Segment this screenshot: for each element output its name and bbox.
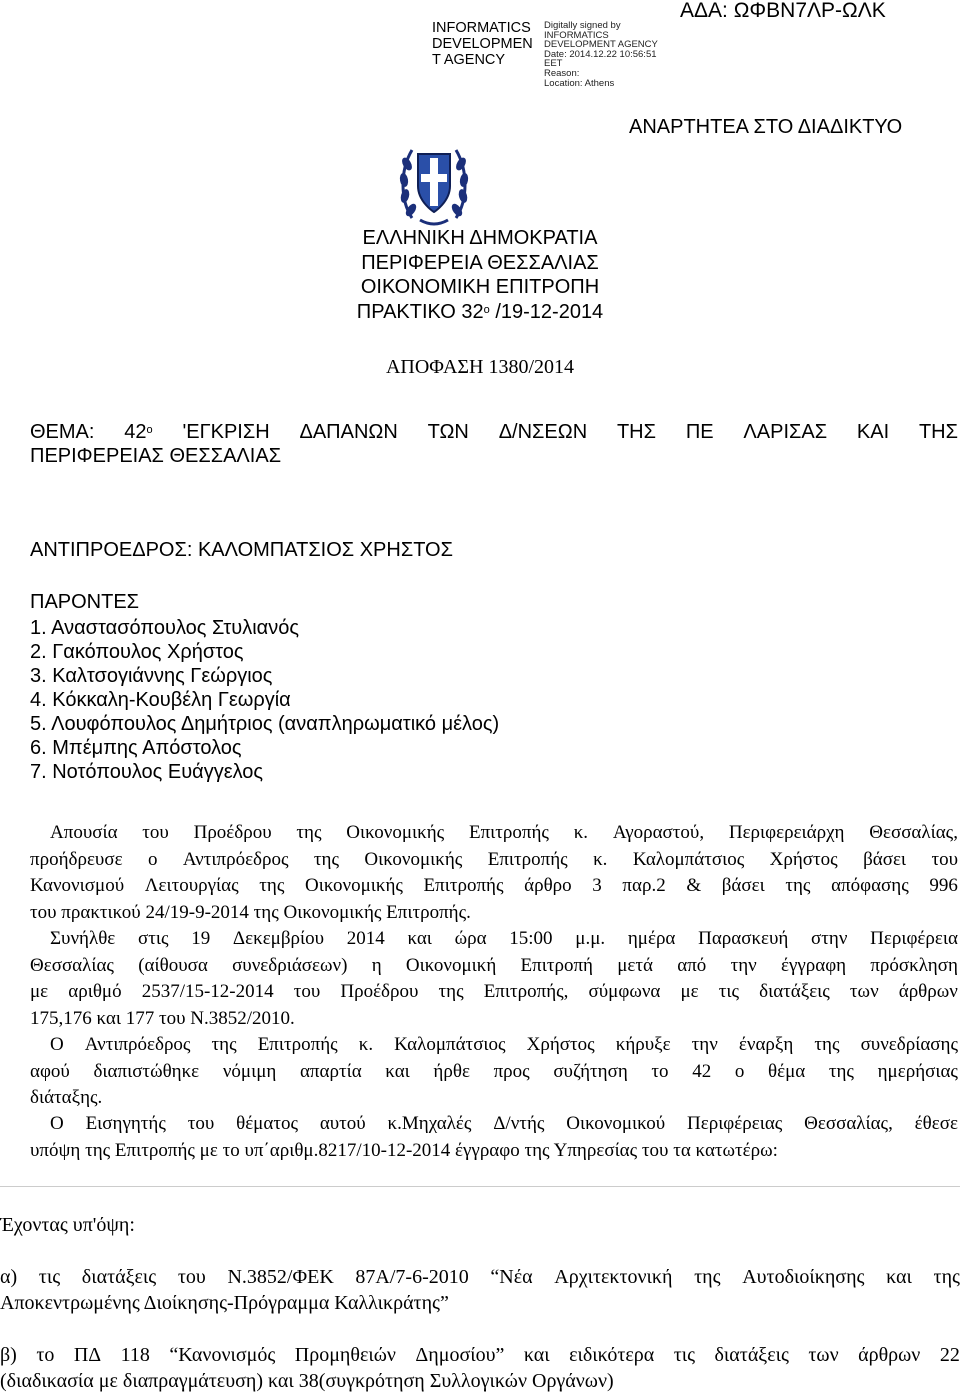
member-item: 2. Γακόπουλος Χρήστος (30, 641, 244, 663)
ada-code: ΑΔΑ: ΩΦΒΝ7ΛΡ-ΩΛΚ (680, 0, 886, 22)
member-item: 3. Καλτσογιάννης Γεώργιος (30, 665, 273, 687)
paragraph-line: Συνήλθε στις 19 Δεκεμβρίου 2014 και ώρα 15:00 μ.μ. ημέρα Παρασκευή στην Περιφέρεια (50, 928, 958, 949)
paragraph-rapporteur (30, 1111, 958, 1164)
header-region: ΠΕΡΙΦΕΡΕΙΑ ΘΕΣΣΑΛΙΑΣ (361, 251, 599, 274)
subject-word: ΤΗΣ (616, 421, 656, 443)
paragraph-line: Ο Αντιπρόεδρος της Επιτροπής κ. Καλομπάτσιος Χρήστος κήρυξε την έναρξη της συνεδρίασης (50, 1034, 958, 1055)
paragraph-meeting (30, 926, 958, 1032)
internet-posting-notice: ΑΝΑΡΤΗΤΕΑ ΣΤΟ ΔΙΑΔΙΚΤΥΟ (629, 116, 903, 138)
vice-president: ΑΝΤΙΠΡΟΕΔΡΟΣ: ΚΑΛΟΜΠΑΤΣΙΟΣ ΧΡΗΣΤΟΣ (30, 539, 453, 561)
paragraph-line: Κανονισμού Λειτουργίας της Οικονομικής Επιτροπής άρθρο 3 παρ.2 & βάσει της απόφασης 996 (30, 875, 958, 896)
paragraph-line: Απουσία του Προέδρου της Οικονομικής Επιτροπής κ. Αγοραστού, Περιφερειάρχη Θεσσαλίας, (50, 822, 958, 843)
considering-title-text: Έχοντας υπ'όψη: (0, 1214, 135, 1236)
minutes-prefix: ΠΡΑΚΤΙΚΟ 32 (356, 300, 484, 323)
section-divider (0, 1186, 960, 1187)
paragraph-absence (30, 820, 958, 926)
subject-word: ΚΑΙ (856, 421, 890, 443)
signature-detail-line: INFORMATICS (544, 29, 609, 41)
paragraph-line: Ο Εισηγητής του θέματος αυτού κ.Μηχαλές Δ/ντής Οικονομικού Περιφέρειας Θεσσαλίας, έθεσε (50, 1113, 958, 1134)
paragraph-line: διάταξης. (30, 1087, 103, 1108)
subject-block (30, 420, 958, 468)
consideration-b (0, 1342, 960, 1394)
paragraph-line: με αριθμό 2537/15-12-2014 του Προέδρου της Επιτροπής, σύμφωνα με τις διατάξεις των άρθρων (30, 981, 958, 1002)
greek-emblem-icon (398, 140, 470, 228)
subject-line-2: ΠΕΡΙΦΕΡΕΙΑΣ ΘΕΣΣΑΛΙΑΣ (30, 445, 282, 467)
signature-name-line: DEVELOPMEN (432, 36, 533, 52)
paragraph-line: του πρακτικού 24/19-9-2014 της Οικονομικής Επιτροπής. (30, 901, 471, 923)
subject-word: ΘΕΜΑ: (30, 421, 95, 443)
minutes-ordinal: ο (483, 303, 490, 316)
paragraph-opening (30, 1032, 958, 1112)
consideration-line: (διαδικασία με διαπραγμάτευση) και 38(συγκρότηση Συλλογικών Οργάνων) (0, 1370, 614, 1392)
considering-title (0, 1212, 960, 1238)
subject-word: ΔΑΠΑΝΩΝ (299, 421, 398, 443)
decision-number: ΑΠΟΦΑΣΗ 1380/2014 (385, 356, 575, 378)
signature-detail-line: DEVELOPMENT AGENCY (544, 39, 658, 51)
subject-word: Δ/ΝΣΕΩΝ (498, 421, 588, 443)
paragraph-line: υπόψη της Επιτροπής με το υπ΄αριθμ.8217/10-12-2014 έγγραφο της Υπηρεσίας του τα κατωτέρω: (30, 1139, 778, 1161)
header-committee: ΟΙΚΟΝΟΜΙΚΗ ΕΠΙΤΡΟΠΗ (360, 276, 600, 298)
paragraph-line: 175,176 και 177 του Ν.3852/2010. (30, 1007, 295, 1029)
signature-detail-line: EET (544, 58, 563, 70)
consideration-line: α) τις διατάξεις του Ν.3852/ΦΕΚ 87Α/7-6-2010 “Νέα Αρχιτεκτονική της Αυτοδιοίκησης και της (0, 1266, 960, 1288)
present-title: ΠΑΡΟΝΤΕΣ (30, 591, 140, 613)
header-republic: ΕΛΛΗΝΙΚΗ ΔΗΜΟΚΡΑΤΙΑ (362, 227, 598, 249)
member-item: 1. Αναστασόπουλος Στυλιανός (30, 617, 299, 639)
consideration-a (0, 1264, 960, 1316)
digital-signature-details (544, 21, 658, 88)
member-item: 7. Νοτόπουλος Ευάγγελος (30, 761, 264, 783)
signature-detail-line: Digitally signed by (544, 20, 621, 31)
header-minutes (0, 300, 960, 325)
paragraph-line: αφού διαπιστώθηκε νόμιμη απαρτία και ήρθε προς συζήτηση το 42 ο θέμα της ημερήσιας (30, 1060, 958, 1082)
member-item: 5. Λουφόπουλος Δημήτριος (αναπληρωματικό μέλος) (30, 713, 500, 735)
subject-word: 'ΕΓΚΡΙΣΗ (182, 421, 270, 443)
signature-name-line: INFORMATICS (432, 20, 531, 36)
subject-word: ΤΗΣ (918, 421, 958, 443)
member-item: 4. Κόκκαλη-Κουβέλη Γεωργία (30, 689, 291, 711)
signature-detail-line: Date: 2014.12.22 10:56:51 (544, 48, 657, 60)
subject-line-1 (30, 420, 958, 444)
paragraph-line: Θεσσαλίας (αίθουσα συνεδριάσεων) η Οικονομική Επιτροπή μετά από την έγγραφη πρόσκληση (30, 954, 958, 976)
document-header (0, 226, 960, 324)
subject-word: $42^o$ (124, 421, 153, 443)
member-item: 6. Μπέμπης Απόστολος (30, 737, 242, 759)
consideration-line: Αποκεντρωμένης Διοίκησης-Πρόγραμμα Καλλικράτης” (0, 1292, 449, 1314)
subject-word: ΠΕ (685, 421, 714, 443)
consideration-line: β) το ΠΔ 118 “Κανονισμός Προμηθειών Δημοσίου” και ειδικότερα τις διατάξεις των άρθρων 22 (0, 1344, 960, 1366)
signature-detail-line: Location: Athens (544, 77, 615, 89)
subject-word: ΛΑΡΙΣΑΣ (743, 421, 828, 443)
subject-word: ΤΩΝ (427, 421, 469, 443)
digital-signature-name (432, 20, 540, 68)
signature-detail-line: Reason: (544, 67, 580, 79)
signature-name-line: T AGENCY (432, 52, 506, 68)
paragraph-line: προήδρευσε ο Αντιπρόεδρος της Οικονομικής Επιτροπής κ. Καλομπάτσιος Χρήστος βάσει του (30, 848, 958, 870)
minutes-suffix: /19-12-2014 (489, 300, 604, 323)
